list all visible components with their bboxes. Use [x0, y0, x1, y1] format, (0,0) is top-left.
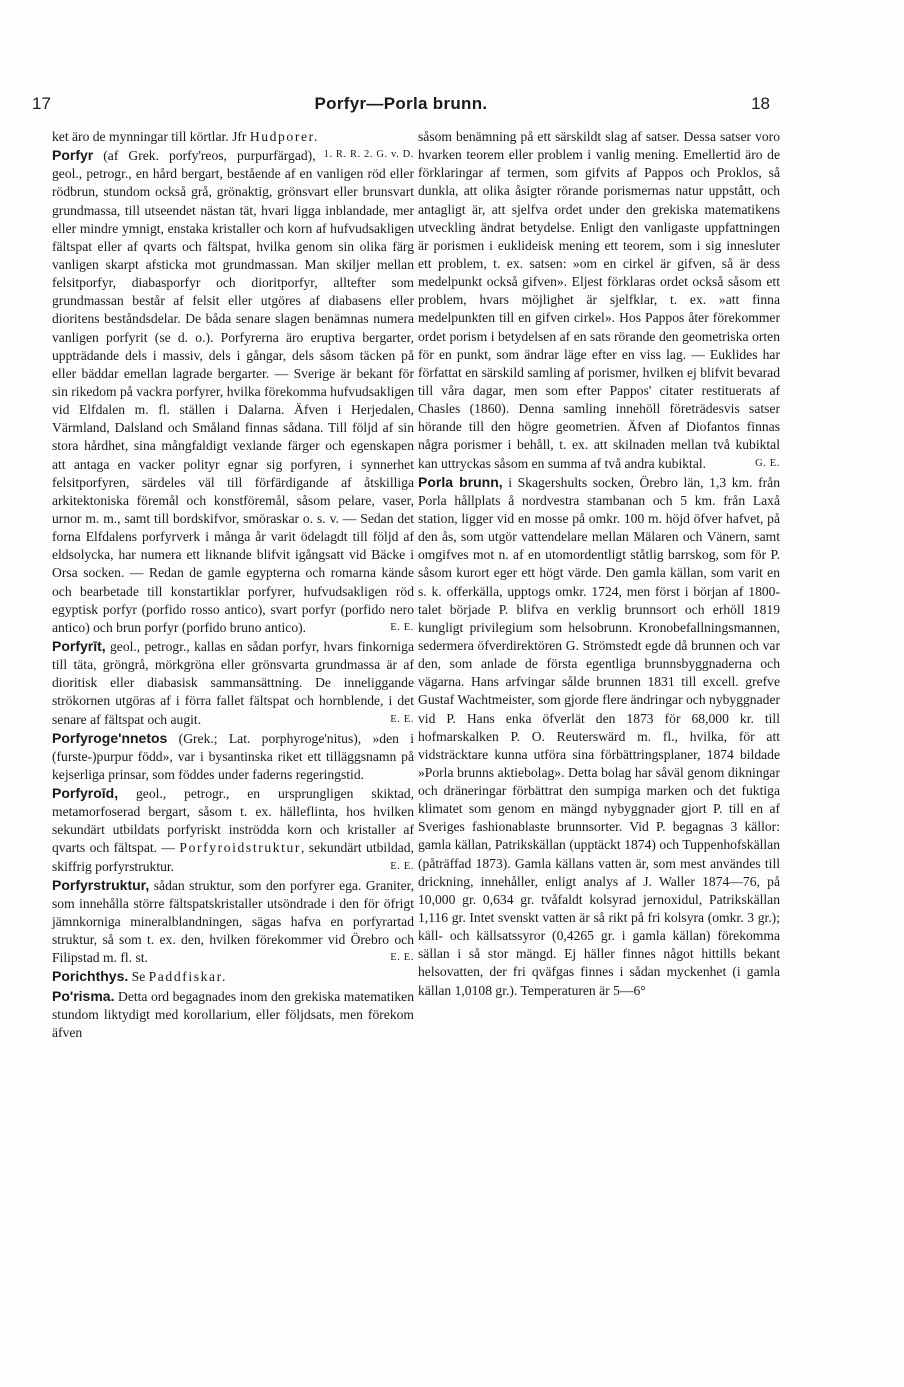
- headword: Porfyr: [52, 147, 94, 164]
- author-signature: E. E.: [390, 860, 414, 872]
- entry-porfyroid: Porfyroīd, geol., petrogr., en ursprungligen skiktad, metamorfoserad bergart, såsom t. ex. hälleflinta, hos hvilken sekundärt utbildats porfyriskt inströdda korn och kristaller af qvarts och fältspat. — Porfyroidstruktur, sekundärt utbildad, skiffrig porfyrstruktur. E. E.: [52, 784, 414, 876]
- entry-porla-brunn: Porla brunn, i Skagershults socken, Örebro län, 1,3 km. från Porla hållplats å nordvestra stambanan och 5 km. från Laxå station, ligger vid en mosse på omkr. 100 m. höjd öfver hafvet, på den ås, som utgör vattendelare mellan Mälaren och Vänern, samt omgifves mot n. af en utomordentligt ståtlig barrskog, som för P. såsom kurort eger ett högt värde. Den gamla källan, som varit en s. k. offerkälla, upptogs omkr. 1724, men först i början af 1800-talet började P. blifva en verklig brunnsort och erhöll 1819 kungligt privilegium som helsobrunn. Kronobefallningsmannen, sedermera öfverdirektören G. Strömstedt egde då brunnen och var den, som anlade de första egentliga brunnsbyggnaderna och vägarna. Hans arfvingar sålde brunnen 1831 till excell. grefve Gustaf Wachtmeister, som gjorde flere ändringar och nybyggnader vid P. Hans enka öfverlät den 1873 för 68,000 kr. till hofmarskalken P. O. Reuterswärd m. fl., hvilka, för att vidsträcktare kunna utföra sina förbättringsplaner, 1874 bildade »Porla brunns aktiebolag». Detta bolag har såväl genom dikningar och dräneringar förbättrat den sumpiga marken och det fuktiga klimatet som genom en mängd nybyggnader gjort P. till en af Sveriges fashionablaste brunnsorter. Vid P. begagnas 3 källor: gamla källan, Patrikskällan (upptäckt 1874) och Tuppenhofskällan (påträffad 1873). Gamla källans vatten är, som mest användes till drickning, innehåller, enligt analys af J. Waller 1874—76, på 10,000 gr. 0,634 gr. tvåfaldt kolsyrad jernoxidul, Patrikskällan 1,116 gr. Intet svenskt vatten är så rikt på fri kolsyra (omkr. 3 gr.); käll- och källsatssyror (0,4265 gr. i gamla källan) förekomma sällan i så stor mängd. Ej häller finnes något hittills bekant helsovatten, der fri qväfgas finnes i sådan myckenhet (i gamla källan 1,0108 gr.). Temperaturen är 5—6°: [418, 473, 780, 998]
- author-signature: E. E.: [390, 621, 414, 633]
- left-column: [52, 128, 414, 1042]
- entry-porisma-continuation: såsom benämning på ett särskildt slag af satser. Dessa satser voro hvarken teorem eller problem i vanlig mening. Emellertid äro de förklaringar af termen, som gifvits af Pappos och Proklos, så dunkla, att olika åsigter rörande porismernas natur uppstått, och antagligt är, att sjelfva ordet under den grekiska matematikens utveckling ändrat betydelse. Enligt den vanligaste uppfattningen är porismen i euklideisk mening ett teorem, som i sig innesluter ett problem, t. ex. satsen: »om en cirkel är gifven, så är dess medelpunkt också gifven». Eljest förklaras ordet också såsom ett problem, hvars möjlighet är sjelfklar, t. ex. »att finna medelpunkten till en gifven cirkel». Hos Pappos åter förekommer ordet porism i betydelsen af en sats rörande den geometriska orten för en punkt, som ändrar läge efter en viss lag. — Euklides har författat en särskild samling af porismer, hvilken ej blifvit bevarad till våra dagar, men som efter Pappos' citater restituerats af Chasles (1860). Denna samling innehöll företrädesvis satser hörande till den högre geometrien. Äfven af Diofantos finnas några porismer i behåll, t. ex. att skilnaden mellan två kubiktal kan uttryckas såsom en summa af två andra kubiktal. G. E.: [418, 128, 780, 473]
- author-signature: E. E.: [390, 713, 414, 725]
- headword: Porfyroīd,: [52, 785, 119, 802]
- entry-porfyr: Porfyr (af Grek. porfy'reos, purpurfärgad), geol., petrogr., en hård bergart, bestående af en vanligen röd eller rödbrun, stundom också grå, grönaktig, grönsvart eller brunsvart grundmassa, till utseendet nästan tät, hvari ligga inblandade, mer eller mindre ymnigt, enstaka kristaller och korn af hufvudsakligen fältspat eller af qvarts och fältspat, hvilka genom sin olika färg vanligen skarpt afsticka mot grundmassan. Man skiljer mellan felsitporfyr, diabasporfyr och dioritporfyr, alltefter som grundmassan består af felsit eller utgöres af diabasens eller dioritens beståndsdelar. De båda senare slagen benämnas numera vanligen porfyrit (se d. o.). Porfyrerna äro eruptiva bergarter, uppträdande dels i massiv, dels i gångar, dels såsom täcken på eller bäddar emellan lagrade bergarter. — Sverige är bekant för sin rikedom på vackra porfyrer, hvilka förekomma hufvudsakligen vid Elfdalen m. fl. ställen i Dalarna. Äfven i Herjedalen, Värmland, Dalsland och Småland finnas sådana. Till följd af sin stora hårdhet, sina mångfaldigt vexlande färger och egenskapen att antaga en vacker polityr egnar sig porfyren, i synnerhet felsitporfyren, särdeles väl till förfärdigande af åtskilliga arkitektoniska föremål och konstföremål, såsom pelare, vaser, urnor m. m., samt till bordskifvor, smöraskar o. s. v. — Sedan det forna Elfdalens porfyrverk i många år varit ödelagdt till följd af eldsolycka, har numera ett liknande blifvit igångsatt vid Bäcke i Orsa socken. — Redan de gamle egypterna och romarna kände och bearbetade till konstartiklar porfyrer, hufvudsakligen röd egyptisk porfyr (porfido rosso antico), svart porfyr (porfido nero antico) och brun porfyr (porfido bruno antico). E. E.: [52, 146, 414, 637]
- author-signature: E. E.: [390, 952, 414, 964]
- headword: Porfyrīt,: [52, 637, 106, 654]
- entry-porfyrogennetos: Porfyroge'nnetos (Grek.; Lat. porphyroge'nitus), »den i (furste-)purpur född», var i bysantinska riket ett tilläggsnamn på kejserliga prinsar, som föddes under faderns regeringstid.: [52, 729, 414, 782]
- headword: Porfyroge'nnetos: [52, 729, 168, 746]
- entry-porichthys: Porichthys. Se Paddfiskar.: [52, 968, 228, 985]
- headword: Po'risma.: [52, 987, 115, 1004]
- headword: Porichthys.: [52, 968, 129, 985]
- headword: Porfyrstruktur,: [52, 876, 150, 893]
- entry-porfyrstruktur: Porfyrstruktur, sådan struktur, som den porfyrer ega. Graniter, som innehålla större fältspatskristaller utsöndrade i den för öfrigt jämnkorniga mineralblandningen, sägas hafva en porfyrartad struktur, så som t. ex. den, hvilken förekommer vid Örebro och Filipstad m. fl. st. E. E.: [52, 876, 414, 968]
- entry-porisma: Po'risma. Detta ord begagnades inom den grekiska matematiken stundom liktydigt med korollarium, eller följdsats, men förekom äfven: [52, 987, 414, 1040]
- entry-porfyrit: Porfyrīt, geol., petrogr., kallas en sådan porfyr, hvars finkorniga till täta, gröngrå, mörkgröna eller grönsvarta grundmassa är af dioritisk eller diabasisk sammansättning. De inneliggande strökornen utgöras af i förra fallet fältspat och hornblende, i det senare af fältspat och augit. E. E.: [52, 637, 414, 729]
- running-header: [32, 94, 770, 118]
- cross-reference: Paddfiskar.: [148, 969, 228, 985]
- page-title: Porfyr—Porla brunn.: [314, 94, 488, 113]
- cross-reference: Hudporer.: [249, 129, 319, 144]
- spaced-term: Porfyroidstruktur: [179, 840, 302, 856]
- author-signature: G. E.: [755, 457, 780, 469]
- entry-hudporer-continuation: ket äro de mynningar till körtlar. Jfr Hudporer. 1. R. R. 2. G. v. D.: [52, 128, 414, 146]
- page-number-left: 17: [32, 94, 51, 113]
- right-column: [418, 128, 780, 1000]
- page-number-right: 18: [751, 94, 770, 113]
- headword: Porla brunn,: [418, 473, 503, 490]
- author-signature: 1. R. R. 2. G. v. D.: [323, 149, 414, 161]
